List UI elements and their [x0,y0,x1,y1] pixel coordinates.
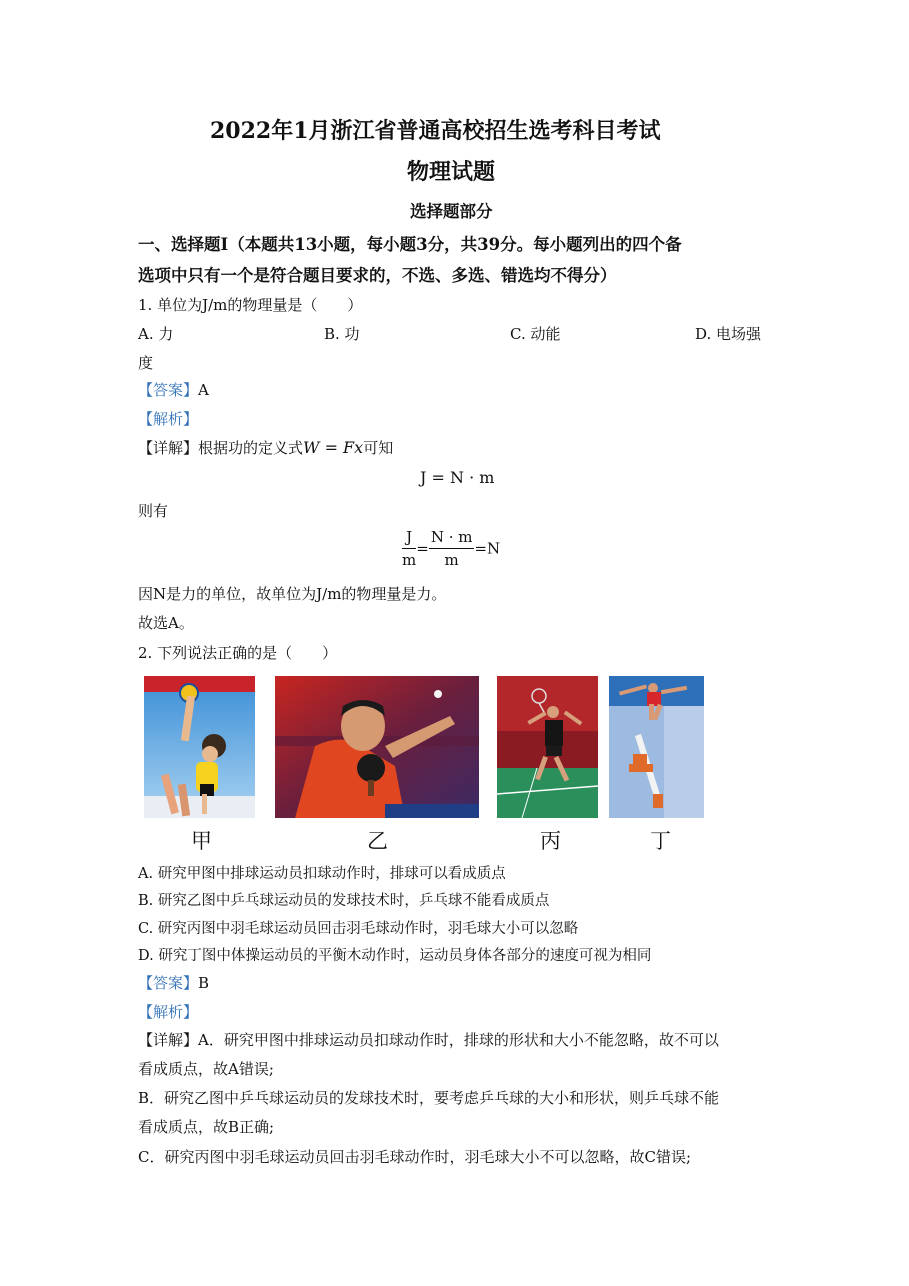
caption-jia: 甲 [191,829,212,853]
subject-title: 物理试题 [407,159,496,185]
fraction-left-denominator: m [402,551,417,569]
q2-detail-line1 [138,1029,719,1050]
q2-option-b: B. 研究乙图中乒乓球运动员的发球技术时，乒乓球不能看成质点 [138,893,550,909]
q2-answer [138,972,209,993]
detail-tag: 【详解】 [138,439,199,457]
q2-detail-line3: B．研究乙图中乒乓球运动员的发球技术时，要考虑乒乓球的大小和形状，则乒乓球不能 [138,1089,720,1107]
q2-option-c: C. 研究丙图中羽毛球运动员回击羽毛球动作时，羽毛球大小可以忽略 [138,921,579,937]
q1-choose: 故选A。 [138,614,194,632]
photo-badminton [497,676,598,818]
q2-detail-line5: C．研究丙图中羽毛球运动员回击羽毛球动作时，羽毛球大小不可以忽略，故C错误; [138,1148,692,1166]
detail-suffix: 可知 [363,439,394,457]
equals-sign: = [416,539,429,558]
fraction-right-denominator: m [444,551,459,569]
fraction-left [402,526,416,571]
detail-tag: 【详解】 [138,1031,199,1049]
q1-stem: 1. 单位为J/m的物理量是（ ） [138,296,363,314]
photo-balance-beam [609,676,704,818]
q1-conclusion: 因N是力的单位，故单位为J/m的物理量是力。 [138,585,447,603]
caption-yi: 乙 [367,829,388,853]
q1-option-d: D. 电场强 [695,325,762,343]
answer-value: B [198,974,210,992]
q2-stem: 2. 下列说法正确的是（ ） [138,644,338,662]
part-title: 选择题部分 [410,202,493,221]
q2-detail-line4: 看成质点，故B正确; [138,1118,275,1136]
q2-detail-line2: 看成质点，故A错误; [138,1060,274,1078]
photo-volleyball [144,676,255,818]
q1-analysis-tag: 【解析】 [138,410,199,428]
q2-analysis-tag: 【解析】 [138,1003,199,1021]
detail-text: A．研究甲图中排球运动员扣球动作时，排球的形状和大小不能忽略，故不可以 [198,1031,719,1049]
fraction-right [429,526,475,571]
detail-text: 根据功的定义式 [198,439,304,457]
q1-option-d-wrap: 度 [138,354,154,372]
answer-tag: 【答案】 [138,974,199,992]
section-instructions-line1: 一、选择题Ⅰ（本题共13小题，每小题3分，共39分。每小题列出的四个备 [138,235,682,254]
equation-result: =N [474,539,501,558]
fraction-right-numerator: N · m [429,526,475,549]
q2-option-d: D. 研究丁图中体操运动员的平衡木动作时，运动员身体各部分的速度可视为相同 [138,948,652,964]
photo-table-tennis [275,676,479,818]
answer-tag: 【答案】 [138,381,199,399]
section-instructions-line2: 选项中只有一个是符合题目要求的，不选、多选、错选均不得分） [138,266,617,285]
q2-option-a: A. 研究甲图中排球运动员扣球动作时，排球可以看成质点 [138,866,506,882]
q1-detail [138,437,393,458]
formula-work: W = Fx [303,438,364,457]
answer-value: A [198,381,209,399]
then-text: 则有 [138,502,169,520]
exam-title: 2022年1月浙江省普通高校招生选考科目考试 [210,118,661,144]
q1-answer [138,379,209,400]
q1-option-c: C. 动能 [510,325,561,343]
equation-fraction [402,526,500,571]
caption-ding: 丁 [650,829,671,853]
q1-option-a: A. 力 [138,325,174,343]
equation-unit: J = N · m [420,468,495,487]
caption-bing: 丙 [540,829,561,853]
fraction-left-numerator: J [402,526,416,549]
q1-option-b: B. 功 [324,325,360,343]
